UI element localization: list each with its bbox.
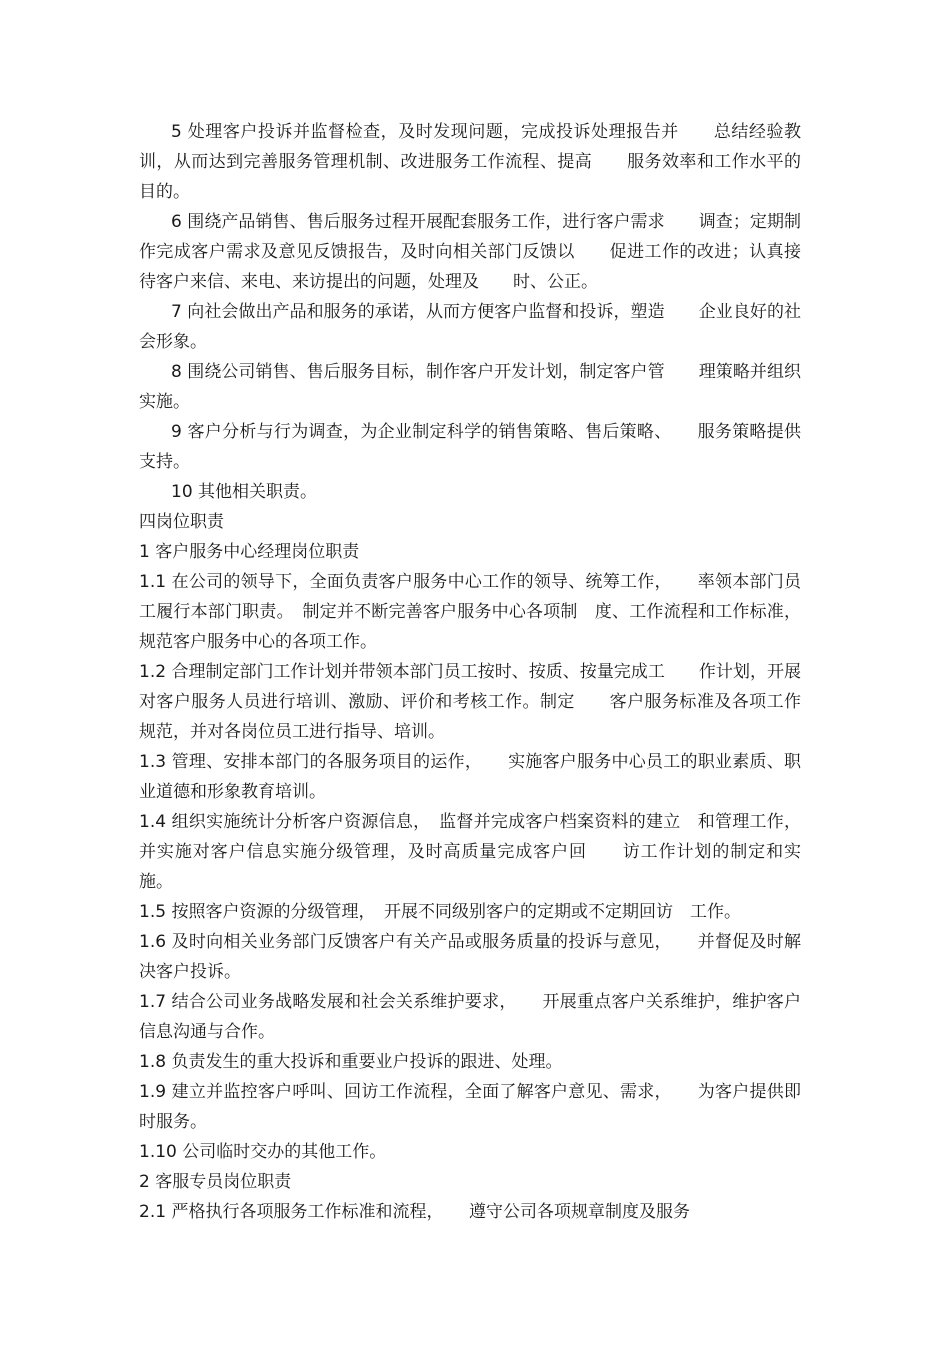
paragraph-1-3: 1.3 管理、安排本部门的各服务项目的运作， 实施客户服务中心员工的职业素质、职业道德和形象教育培训。 (139, 752, 801, 802)
paragraph-1-4: 1.4 组织实施统计分析客户资源信息， 监督并完成客户档案资料的建立 和管理工作，并实施对客户信息实施分级管理，及时高质量完成客户回 访工作计划的制定和实施。 (139, 812, 801, 892)
paragraph-duty-9: 9 客户分析与行为调查，为企业制定科学的销售策略、售后策略、 服务策略提供支持。 (139, 422, 801, 472)
paragraph-duty-10: 10 其他相关职责。 (171, 482, 318, 502)
paragraph-duty-8: 8 围绕公司销售、售后服务目标，制作客户开发计划，制定客户管 理策略并组织实施。 (139, 362, 801, 412)
paragraph-1-9: 1.9 建立并监控客户呼叫、回访工作流程，全面了解客户意见、需求， 为客户提供即时服务。 (139, 1082, 801, 1132)
paragraph-duty-7: 7 向社会做出产品和服务的承诺，从而方便客户监督和投诉，塑造 企业良好的社会形象。 (139, 302, 801, 352)
paragraph-1-8: 1.8 负责发生的重大投诉和重要业户投诉的跟进、处理。 (139, 1052, 563, 1072)
paragraph-1-1: 1.1 在公司的领导下，全面负责客户服务中心工作的领导、统筹工作， 率领本部门员工履行本部门职责。 制定并不断完善客户服务中心各项制 度、工作流程和工作标准，规范客户服务中心的各项工作。 (139, 572, 801, 652)
paragraph-duty-5: 5 处理客户投诉并监督检查，及时发现问题，完成投诉处理报告并 总结经验教训，从而达到完善服务管理机制、改进服务工作流程、提高 服务效率和工作水平的目的。 (139, 122, 801, 202)
subsection-heading-specialist: 2 客服专员岗位职责 (139, 1172, 292, 1192)
subsection-heading-manager: 1 客户服务中心经理岗位职责 (139, 542, 360, 562)
paragraph-1-6: 1.6 及时向相关业务部门反馈客户有关产品或服务质量的投诉与意见， 并督促及时解决客户投诉。 (139, 932, 801, 982)
paragraph-1-7: 1.7 结合公司业务战略发展和社会关系维护要求， 开展重点客户关系维护，维护客户信息沟通与合作。 (139, 992, 801, 1042)
document-body (139, 117, 801, 1227)
paragraph-1-5: 1.5 按照客户资源的分级管理， 开展不同级别客户的定期或不定期回访 工作。 (139, 902, 741, 922)
section-heading: 四岗位职责 (139, 512, 224, 532)
paragraph-2-1: 2.1 严格执行各项服务工作标准和流程， 遵守公司各项规章制度及服务 (139, 1202, 690, 1222)
paragraph-1-2: 1.2 合理制定部门工作计划并带领本部门员工按时、按质、按量完成工 作计划，开展对客户服务人员进行培训、激励、评价和考核工作。制定 客户服务标准及各项工作规范，并对各岗位员工进行指导、培训。 (139, 662, 801, 742)
paragraph-1-10: 1.10 公司临时交办的其他工作。 (139, 1142, 387, 1162)
paragraph-duty-6: 6 围绕产品销售、售后服务过程开展配套服务工作，进行客户需求 调查；定期制作完成客户需求及意见反馈报告，及时向相关部门反馈以 促进工作的改进；认真接待客户来信、来电、来访提出的问题，处理及 时、公正。 (139, 212, 801, 292)
